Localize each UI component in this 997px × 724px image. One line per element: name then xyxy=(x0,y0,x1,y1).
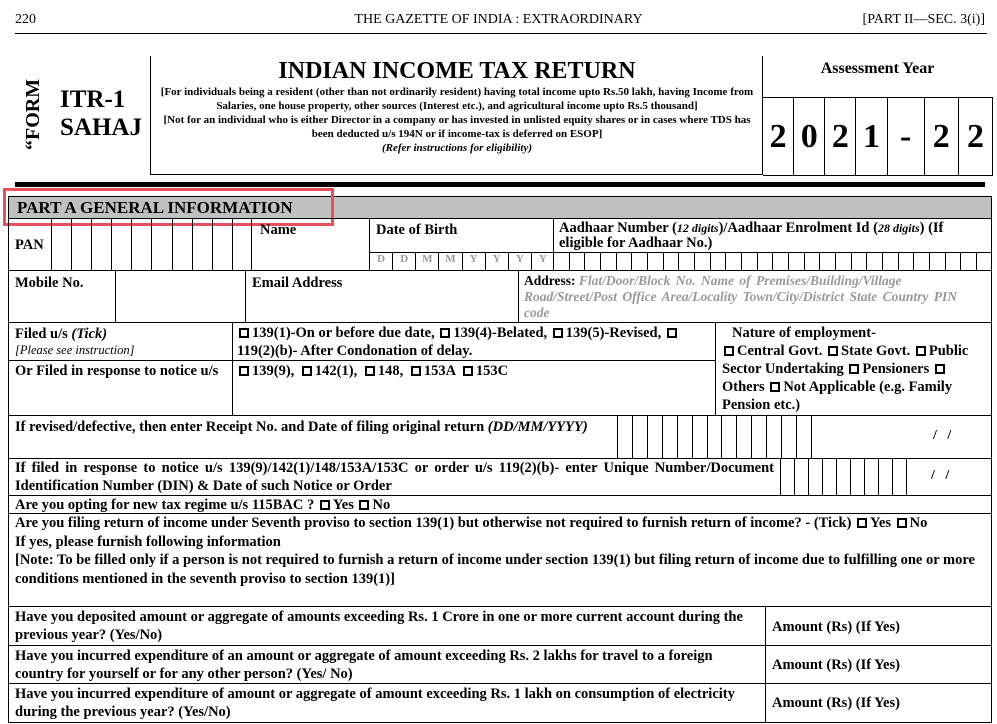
form-word: “FORM xyxy=(22,78,44,150)
dob-cell: Y xyxy=(485,253,508,270)
dob-field[interactable] xyxy=(369,218,554,271)
title-box xyxy=(150,56,763,175)
revised-date-input[interactable]: / / xyxy=(933,428,952,443)
year-digit: 2 xyxy=(966,118,984,155)
eligibility-text: [For individuals being a resident (other than not ordinarily resident) having total income upto Rs.50 lakh, having Income from Salaries, one house property, other sources (Interest etc.), and agricultural income upto Rs.5 thousand] xyxy=(160,86,754,112)
seventh-furnish: If yes, please furnish following information xyxy=(15,533,281,550)
seventh-question: Are you filing return of income under Seventh proviso to section 139(1) but otherwise not required to furnish return of income? - (Tick) xyxy=(15,515,852,531)
notice-153a-checkbox[interactable]: 153A xyxy=(409,363,455,379)
psu-checkbox[interactable]: Public Sector Undertaking xyxy=(722,343,969,377)
notice-date-input[interactable]: / / xyxy=(931,468,950,483)
year-digit: 2 xyxy=(925,98,959,175)
page-number: 220 xyxy=(15,12,36,27)
gazette-title: THE GAZETTE OF INDIA : EXTRAORDINARY xyxy=(354,12,643,27)
exclusion-text: [Not for an individual who is either Director in a company or has invested in unlisted equity shares or in cases where TDS has been deducted u/s 194N or if income-tax is deferred on ESOP] xyxy=(163,114,751,140)
aadhaar-field[interactable] xyxy=(553,218,992,271)
mobile-label-cell xyxy=(8,270,116,323)
electricity-amount[interactable]: Amount (Rs) (If Yes) xyxy=(765,683,992,723)
dob-cell: Y xyxy=(508,253,531,270)
dob-cell: Y xyxy=(531,253,554,270)
email-label: Email Address xyxy=(252,275,343,291)
dob-cell: M xyxy=(438,253,461,270)
pan-field[interactable] xyxy=(8,218,252,271)
dob-cell: M xyxy=(415,253,438,270)
revised-receipt-input[interactable] xyxy=(617,415,992,459)
year-digit: 1 xyxy=(856,98,887,175)
name-label: Name xyxy=(260,222,297,238)
central-govt-checkbox[interactable]: Central Govt. xyxy=(722,343,822,359)
pensioners-checkbox[interactable]: Pensioners xyxy=(847,361,929,377)
thick-rule xyxy=(15,182,985,187)
notice-153c-checkbox[interactable]: 153C xyxy=(461,363,508,379)
travel-question: Have you incurred expenditure of an amount or aggregate of amount exceeding Rs. 2 lakhs for travel to a foreign country for yourself or for any other person? (Yes/ No) xyxy=(8,645,766,684)
assessment-year-box xyxy=(762,56,992,175)
not-applicable-checkbox[interactable]: Not Applicable (e.g. Family Pension etc.) xyxy=(722,379,953,413)
state-govt-checkbox[interactable]: State Govt. xyxy=(826,343,910,359)
travel-amount[interactable]: Amount (Rs) (If Yes) xyxy=(765,645,992,684)
dob-boxes[interactable] xyxy=(369,252,554,270)
filed-139-5-checkbox[interactable]: 139(5)-Revised, xyxy=(551,325,661,341)
notice-din-label: If filed in response to notice u/s 139(9)/142(1)/148/153A/153C or order u/s 119(2)(b)- enter Unique Number/Document Identification Number (DIN) & Date of such Notice or Order xyxy=(8,458,781,496)
dob-label: Date of Birth xyxy=(376,222,458,238)
nature-of-employment xyxy=(715,322,992,416)
mobile-label: Mobile No. xyxy=(15,275,84,291)
year-dash: - xyxy=(888,98,925,175)
address-field[interactable] xyxy=(518,270,992,323)
seventh-no-checkbox[interactable]: No xyxy=(895,515,928,531)
filed-us-options xyxy=(232,322,716,361)
notice-139-9-checkbox[interactable]: 139(9), xyxy=(237,363,294,379)
filed-119-2b-checkbox[interactable]: 119(2)(b)- After Condonation of delay. xyxy=(237,325,680,359)
nature-label: Nature of employment- xyxy=(732,325,876,341)
year-digit: 2 xyxy=(763,98,794,175)
assessment-year-digits xyxy=(763,97,993,176)
mobile-input[interactable] xyxy=(115,270,246,323)
address-placeholder: Flat/Door/Block No. Name of Premises/Building/Village Road/Street/Post Office Area/Locality Town/City/District State Country PIN code xyxy=(524,273,958,320)
deposit-question: Have you deposited amount or aggregate of amounts exceeding Rs. 1 Crore in one or more current account during the previous year? (Yes/No) xyxy=(8,606,766,646)
form-code: ITR-1 xyxy=(60,86,126,113)
section-label: [PART II—SEC. 3(i)] xyxy=(862,12,985,27)
year-digit: 2 xyxy=(825,98,856,175)
seventh-yes-checkbox[interactable]: Yes xyxy=(855,515,891,531)
notice-148-checkbox[interactable]: 148, xyxy=(363,363,403,379)
regime-yes-checkbox[interactable]: Yes xyxy=(318,497,354,513)
filed-note: [Please see instruction] xyxy=(15,343,135,357)
form-title: INDIAN INCOME TAX RETURN xyxy=(278,58,636,84)
revised-label: If revised/defective, then enter Receipt No. and Date of filing original return (DD/MM/YYYY) xyxy=(8,415,618,459)
name-field[interactable] xyxy=(251,218,370,271)
deposit-amount[interactable]: Amount (Rs) (If Yes) xyxy=(765,606,992,646)
refer-instructions: (Refer instructions for eligibility) xyxy=(381,142,533,154)
regime-no-checkbox[interactable]: No xyxy=(357,497,390,513)
filed-139-1-checkbox[interactable]: 139(1)-On or before due date, xyxy=(237,325,435,341)
pan-boxes[interactable] xyxy=(51,219,252,270)
dob-cell: Y xyxy=(462,253,485,270)
notice-options xyxy=(232,360,716,416)
address-label: Address: xyxy=(524,273,576,288)
seventh-proviso-section xyxy=(8,513,992,607)
or-filed-label: Or Filed in response to notice u/s xyxy=(8,360,233,416)
part-a-heading: PART A GENERAL INFORMATION xyxy=(17,198,293,217)
aadhaar-boxes[interactable] xyxy=(553,252,992,270)
assessment-year-label: Assessment Year xyxy=(820,60,935,77)
pan-label: PAN xyxy=(15,237,44,253)
new-regime-row: Are you opting for new tax regime u/s 115BAC ? Yes No xyxy=(8,495,992,514)
din-input[interactable] xyxy=(780,458,992,496)
filed-us-label-cell: Filed u/s (Tick) [Please see instruction] xyxy=(8,322,233,361)
dob-cell: D xyxy=(392,253,415,270)
others-checkbox[interactable]: Others xyxy=(722,361,948,395)
header-rule xyxy=(15,33,987,34)
notice-142-1-checkbox[interactable]: 142(1), xyxy=(300,363,357,379)
electricity-question: Have you incurred expenditure of amount or aggregate of amount exceeding Rs. 1 lakh on consumption of electricity during the previous year? (Yes/No) xyxy=(8,683,766,723)
dob-cell: D xyxy=(369,253,392,270)
form-name: SAHAJ xyxy=(60,114,142,141)
email-field[interactable] xyxy=(245,270,519,323)
seventh-note: [Note: To be filled only if a person is not required to furnish a return of income under section 139(1) but filing return of income due to fulfilling one or more conditions mentioned in the seventh proviso to section 139(1)] xyxy=(15,552,975,587)
aadhaar-label: Aadhaar Number (12 digits)/Aadhaar Enrolment Id (28 digits) (If eligible for Aadhaar No.) xyxy=(559,220,944,251)
year-digit: 0 xyxy=(794,98,825,175)
filed-139-4-checkbox[interactable]: 139(4)-Belated, xyxy=(438,325,547,341)
